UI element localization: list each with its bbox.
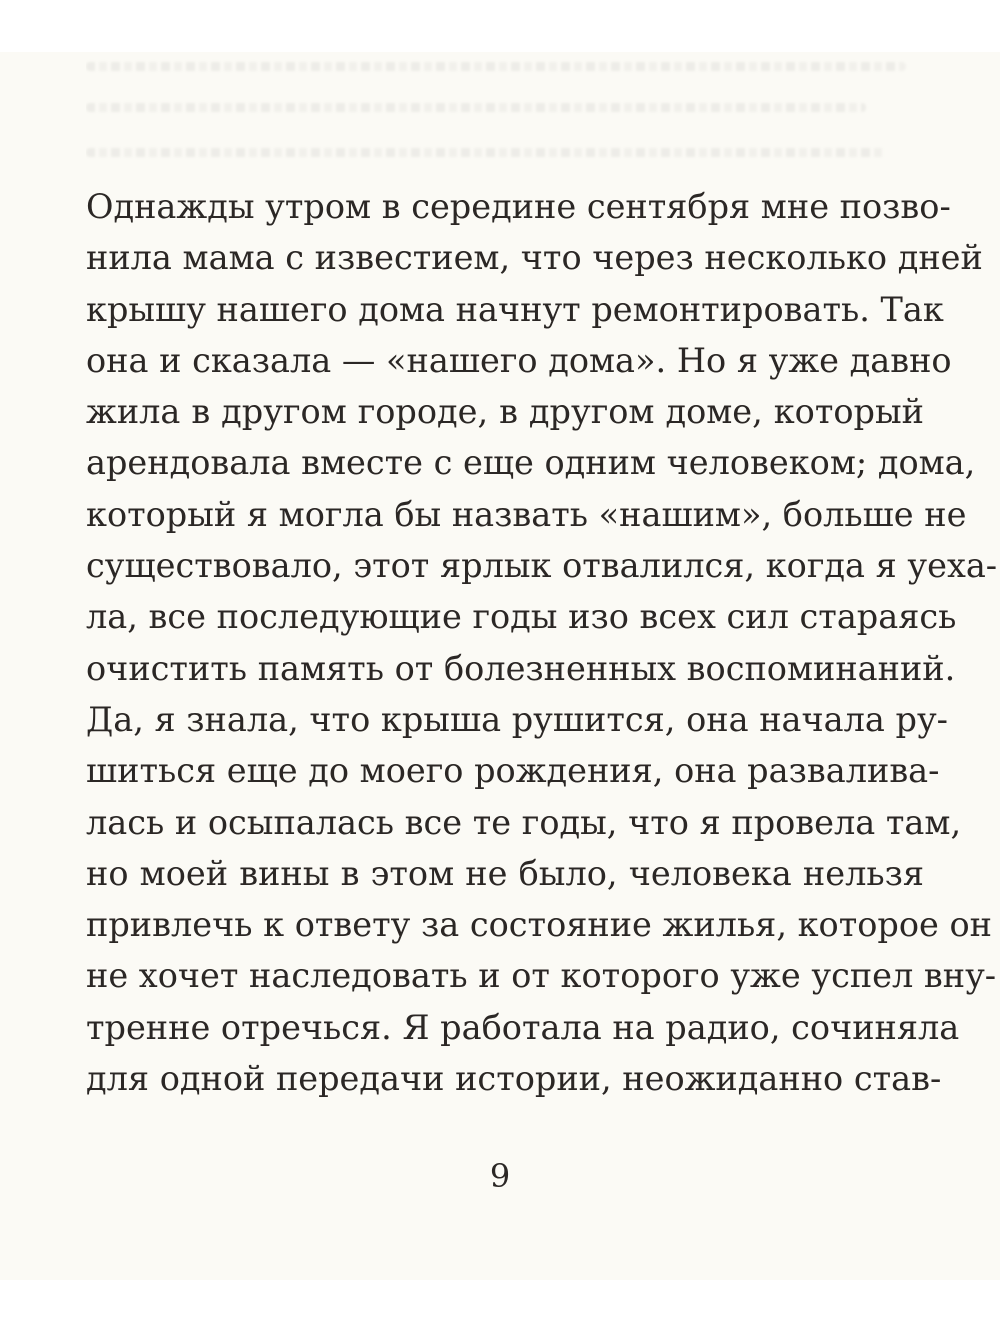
text-line: Однажды утром в середине сентября мне позво-	[86, 187, 951, 226]
text-line: арендовала вместе с еще одним человеком; дома,	[86, 443, 976, 483]
text-line: ла, все последующие годы изо всех сил стараясь	[86, 597, 957, 637]
text-line: существовало, этот ярлык отвалился, когда я уеха-	[86, 546, 998, 586]
text-line: жила в другом городе, в другом доме, который	[86, 392, 924, 432]
text-line: она и сказала — «нашего дома». Но я уже давно	[86, 340, 952, 380]
text-line: не хочет наследовать и от которого уже успел вну-	[86, 956, 997, 996]
text-line: Да, я знала, что крыша рушится, она начала ру-	[86, 699, 948, 739]
text-line: который я могла бы назвать «нашим», больше не	[86, 494, 967, 534]
body-paragraph	[86, 181, 998, 1104]
text-line: лась и осыпалась все те годы, что я провела там,	[86, 802, 962, 842]
text-line: привлечь к ответу за состояние жилья, которое он	[86, 905, 993, 945]
text-line: шиться еще до моего рождения, она разваливa-	[86, 751, 940, 791]
text-line: нила мама с известием, что через несколько дней	[86, 238, 983, 278]
text-line: для одной передачи истории, неожиданно став-	[86, 1059, 942, 1099]
text-line: крышу нашего дома начнут ремонтировать. Так	[86, 289, 944, 329]
text-line: но моей вины в этом не было, человека нельзя	[86, 853, 924, 893]
text-line: очистить память от болезненных воспоминаний.	[86, 648, 956, 688]
text-line: тренне отречься. Я работала на радио, сочиняла	[86, 1007, 960, 1047]
page-number: 9	[489, 1157, 511, 1195]
